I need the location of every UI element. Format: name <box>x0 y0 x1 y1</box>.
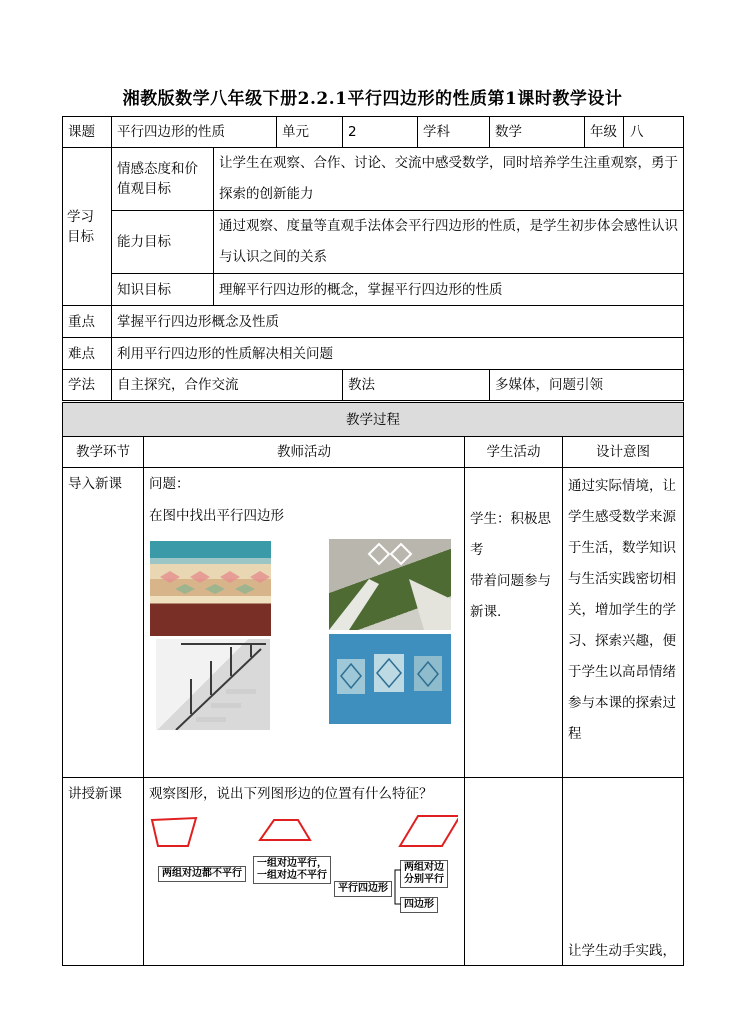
bracket-icon <box>392 868 402 908</box>
col-teacher: 教师活动 <box>144 437 465 468</box>
stairs-icon <box>156 639 270 730</box>
method-text: 自主探究，合作交流 <box>112 370 343 401</box>
tile-pattern-icon <box>150 541 271 636</box>
caption-neither-parallel: 两组对边都不平行 <box>158 866 246 882</box>
key-text: 掌握平行四边形概念及性质 <box>112 306 684 338</box>
intro-student: 学生：积极思考 带着问题参与新课. <box>465 468 563 778</box>
info-table <box>62 116 684 401</box>
unit-value: 2 <box>343 117 418 148</box>
parallelogram-icon <box>400 816 458 846</box>
goal-name-2: 知识目标 <box>112 274 214 306</box>
process-header: 教学过程 <box>63 403 684 437</box>
photo-garden <box>329 539 451 630</box>
method-label: 学法 <box>63 370 112 401</box>
col-intent: 设计意图 <box>563 437 684 468</box>
intro-question: 问题： <box>149 476 190 492</box>
tile-grid-icon <box>329 634 451 724</box>
page-title: 湘教版数学八年级下册2.2.1平行四边形的性质第1课时教学设计 <box>122 89 623 109</box>
lecture-intent: 让学生动手实践， <box>563 778 684 966</box>
photo-stairs <box>156 639 270 730</box>
goal-text-2: 理解平行四边形的概念，掌握平行四边形的性质 <box>214 274 684 306</box>
intro-stage: 导入新课 <box>63 468 144 778</box>
key-label: 重点 <box>63 306 112 338</box>
intro-task: 在图中找出平行四边形 <box>149 508 284 524</box>
goal-text-1: 通过观察、度量等直观手法体会平行四边形的性质，是学生初步体会感性认识与认识之间的关系 <box>214 211 684 274</box>
course-value: 平行四边形的性质 <box>112 117 277 148</box>
lecture-question: 观察图形，说出下列图形边的位置有什么特征？ <box>149 786 433 802</box>
caption-quadrilateral: 四边形 <box>400 897 438 913</box>
unit-label: 单元 <box>277 117 343 148</box>
caption-parallelogram: 平行四边形 <box>334 881 392 897</box>
caption-both-parallel: 两组对边 分别平行 <box>400 860 448 888</box>
caption-one-parallel: 一组对边平行， 一组对边不平行 <box>253 856 331 884</box>
lecture-stage: 讲授新课 <box>63 778 144 966</box>
teach-text: 多媒体，问题引领 <box>490 370 684 401</box>
teach-label: 教法 <box>343 370 490 401</box>
goal-name-1: 能力目标 <box>112 211 214 274</box>
goals-label: 学习目标 <box>63 148 112 306</box>
intro-intent: 通过实际情境，让学生感受数学来源于生活，数学知识与生活实践密切相关，增加学生的学习、探索兴趣，便于学生以高昂情绪参与本课的探索过程 <box>563 468 684 778</box>
col-stage: 教学环节 <box>63 437 144 468</box>
grade-value-cell <box>585 117 684 148</box>
grade-label: 年级 <box>590 124 617 140</box>
grade-value: 八 <box>623 117 652 147</box>
photo-tiles-book <box>329 634 451 724</box>
difficulty-label: 难点 <box>63 338 112 370</box>
general-quadrilateral-icon <box>152 818 196 846</box>
lecture-student <box>465 778 563 966</box>
trapezoid-icon <box>260 820 310 840</box>
quadrilateral-shapes <box>148 812 458 852</box>
difficulty-text: 利用平行四边形的性质解决相关问题 <box>112 338 684 370</box>
goal-text-0: 让学生在观察、合作、讨论、交流中感受数学，同时培养学生注重观察，勇于探索的创新能力 <box>214 148 684 211</box>
photo-border-tiles <box>150 541 271 636</box>
subject-value: 数学 <box>490 117 585 148</box>
goal-name-0: 情感态度和价值观目标 <box>112 148 214 211</box>
col-student: 学生活动 <box>465 437 563 468</box>
course-label: 课题 <box>63 117 112 148</box>
diamond-pattern-icon <box>329 539 451 630</box>
subject-label: 学科 <box>418 117 490 148</box>
